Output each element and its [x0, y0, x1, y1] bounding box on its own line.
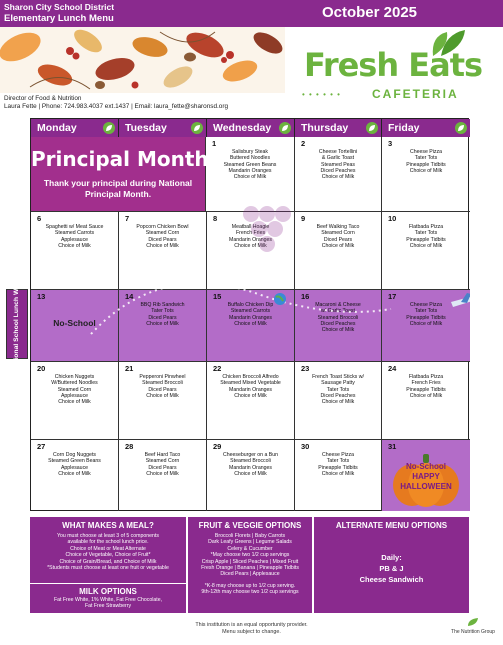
day-cell — [207, 440, 295, 511]
day-menu — [295, 149, 381, 180]
menu-item: Choice of Milk — [409, 392, 443, 399]
menu-item: Choice of Milk — [321, 470, 355, 477]
day-cell — [119, 362, 207, 440]
month-title: October 2025 — [321, 4, 417, 21]
menu-item: Applesauce — [60, 464, 89, 471]
national-school-lunch-week-label: National School Lunch Week — [6, 289, 28, 359]
meal-info-panel — [30, 517, 186, 583]
day-menu — [295, 302, 381, 333]
menu-item: Diced Pears — [323, 236, 353, 243]
menu-item: Diced Peaches — [320, 392, 356, 399]
day-menu — [295, 452, 381, 477]
day-cell — [119, 440, 207, 511]
menu-item: Cheeseburger on a Bun — [222, 452, 279, 458]
fruit-panel-body: Broccoli Florets | Baby Carrots Dark Leafy Greens | Legume Salads Celery & Cucumber *May choose two 1/2 cup servings Crisp Apple | Sliced Peaches | Mixed Fruit Fresh Orange | Banana | Pineapple Tidbits Diced Pears | Applesauce *K-8 may choose up to 1/2 cup serving. 9th-12th may choose two 1/2 cup servings — [201, 533, 299, 596]
day-cell — [31, 212, 119, 290]
day-number: 23 — [301, 364, 310, 373]
menu-item: Pineapple Tidbits — [406, 236, 446, 243]
menu-item: Choice of Milk — [234, 242, 267, 249]
day-number: 27 — [37, 442, 46, 451]
menu-item: Meatball Hoagie — [231, 224, 270, 230]
day-menu — [382, 149, 470, 174]
menu-item: Mandarin Oranges — [229, 314, 272, 321]
day-number: 30 — [301, 442, 310, 451]
day-menu — [207, 374, 294, 399]
day-menu — [382, 224, 470, 249]
weekday-thursday: Thursday — [295, 119, 382, 137]
menu-item: Flatbada Pizza — [408, 374, 444, 380]
day-cell — [295, 362, 382, 440]
day-menu — [382, 374, 470, 399]
menu-item: W/Buttered Noodles — [51, 380, 98, 387]
day-menu — [382, 302, 470, 327]
day-menu — [207, 302, 294, 327]
day-cell — [382, 362, 470, 440]
menu-item: Tater Tots — [326, 386, 350, 393]
day-number: 8 — [213, 214, 218, 223]
lunch-calendar — [30, 118, 469, 511]
day-menu — [31, 374, 118, 405]
menu-item: Steamed Carrots — [230, 308, 271, 315]
weekday-header-row — [31, 119, 470, 137]
day-number: 20 — [37, 364, 46, 373]
menu-item: Mandarin Oranges — [229, 464, 272, 471]
day-cell — [31, 290, 119, 362]
day-menu — [207, 452, 294, 477]
menu-item: Steamed Corn — [57, 386, 92, 393]
menu-item: Choice of Milk — [409, 320, 443, 327]
leaf-icon — [103, 122, 115, 134]
no-school-label: No-School — [53, 318, 96, 328]
district-name: Sharon City School District — [4, 2, 115, 12]
menu-item: Spaghetti w/ Meat Sauce — [45, 224, 104, 230]
leaf-icon — [191, 122, 203, 134]
menu-item: Choice of Milk — [234, 320, 267, 327]
day-cell — [207, 290, 295, 362]
director-contact: Laura Fette | Phone: 724.983.4037 ext.1437 | Email: laura_fette@sharonsd.org — [4, 103, 229, 110]
milk-panel-title: MILK OPTIONS — [79, 587, 137, 596]
meal-panel-body: You must choose at least 3 of 5 components available for the school lunch price. Choice of Meat or Meat Alternate Choice of Vegetable, Choice of Fruit* Choice of Grain/Bread, and Choice of Milk *Students must choose at least one fruit or vegetable — [47, 533, 169, 572]
day-number: 15 — [213, 292, 222, 301]
logo-tagline: CAFETERIA — [372, 87, 459, 101]
day-number: 13 — [37, 292, 46, 301]
day-number: 16 — [301, 292, 310, 301]
menu-item: Diced Pears — [148, 314, 177, 321]
day-number: 17 — [388, 292, 397, 301]
menu-item: Choice of Milk — [234, 392, 267, 399]
menu-item: Steamed Broccoli — [317, 314, 359, 321]
menu-item: Steamed Corn — [145, 230, 180, 237]
menu-item: Chicken Nuggets — [54, 374, 95, 380]
day-number: 2 — [301, 139, 306, 148]
day-menu — [206, 149, 294, 180]
day-number: 31 — [388, 442, 397, 451]
menu-item: Salisbury Steak — [231, 149, 269, 155]
meal-panel-title: WHAT MAKES A MEAL? — [62, 521, 154, 530]
menu-item: Beef Walking Taco — [316, 224, 360, 230]
day-menu — [119, 374, 206, 399]
menu-item: Choice of Milk — [146, 470, 179, 477]
menu-item: Macaroni & Cheese — [315, 302, 361, 308]
menu-item: Tater Tots — [414, 308, 438, 315]
day-cell — [119, 212, 207, 290]
menu-item: & Garlic Toast — [321, 155, 355, 162]
day-cell — [382, 212, 470, 290]
menu-item: Choice of Milk — [58, 399, 91, 406]
menu-item: Diced Peaches — [320, 320, 356, 327]
menu-item: Tater Tots — [326, 458, 350, 465]
menu-item: BBQ Rib Sandwich — [140, 302, 185, 308]
principal-month-title: Principal Month — [31, 147, 209, 171]
day-cell — [31, 362, 119, 440]
weekday-wednesday: Wednesday — [207, 119, 295, 137]
menu-item: Choice of Milk — [409, 242, 443, 249]
day-cell — [382, 290, 470, 362]
menu-item: Cheese Tortellini — [318, 149, 358, 155]
principal-month-banner — [31, 137, 209, 212]
milk-options-panel — [30, 583, 186, 613]
day-cell — [206, 137, 295, 212]
day-menu — [295, 374, 381, 405]
menu-item: Buffalo Chicken Dip — [227, 302, 274, 308]
day-cell — [119, 290, 207, 362]
leaf-icon — [366, 122, 378, 134]
menu-item: Choice of Milk — [233, 174, 267, 181]
day-cell — [382, 440, 470, 511]
leaf-icon — [455, 122, 467, 134]
menu-item: Steamed Broccoli — [142, 380, 183, 387]
day-number: 9 — [301, 214, 306, 223]
fresh-eats-logo — [296, 28, 496, 106]
leaf-icon — [279, 122, 291, 134]
menu-item: Mandarin Oranges — [228, 167, 272, 174]
menu-item: Diced Pears — [148, 386, 177, 393]
menu-item: Flatbada Pizza — [408, 224, 444, 230]
header-titles — [4, 2, 114, 24]
footer-notice: This institution is an equal opportunity provider. Menu subject to change. — [195, 622, 308, 635]
menu-item: Choice of Milk — [58, 470, 91, 477]
menu-item: Choice of Milk — [409, 167, 443, 174]
day-menu — [119, 224, 206, 249]
menu-item: Diced Peaches — [320, 167, 356, 174]
day-menu — [31, 452, 118, 477]
menu-item: Pineapple Tidbits — [406, 314, 446, 321]
weekday-tuesday: Tuesday — [119, 119, 207, 137]
menu-item: Chicken Broccoli Alfredo — [222, 374, 279, 380]
day-number: 22 — [213, 364, 222, 373]
day-menu — [31, 224, 118, 249]
menu-item: Choice of Milk — [321, 174, 355, 181]
director-info — [4, 95, 228, 111]
menu-item: Pineapple Tidbits — [406, 386, 446, 393]
day-menu — [119, 452, 206, 477]
menu-title: Elementary Lunch Menu — [4, 13, 114, 24]
menu-item: French Toast Sticks w/ — [312, 374, 364, 380]
day-number: 7 — [125, 214, 130, 223]
alt-panel-title: ALTERNATE MENU OPTIONS — [335, 521, 448, 530]
day-number: 14 — [125, 292, 134, 301]
day-number: 6 — [37, 214, 42, 223]
menu-item: French Fries — [235, 230, 266, 237]
menu-item: Choice of Milk — [321, 399, 355, 406]
menu-item: Choice of Milk — [58, 242, 91, 249]
menu-item: Sausage Patty — [321, 380, 355, 387]
menu-item: Diced Pears — [148, 464, 177, 471]
menu-item: Cheese Pizza — [409, 149, 442, 155]
day-number: 10 — [388, 214, 397, 223]
nutrition-group-leaf-icon — [466, 617, 480, 627]
milk-panel-body: Fat Free White, 1% White, Fat Free Chocolate, Fat Free Strawberry — [53, 597, 163, 610]
logo-brand-text: Fresh Eats — [304, 46, 483, 84]
menu-item: Mandarin Oranges — [229, 236, 272, 243]
menu-item: Tater Tots — [414, 230, 438, 237]
menu-item: Choice of Milk — [234, 470, 267, 477]
alt-panel-body: Daily: PB & J Cheese Sandwich — [359, 553, 424, 584]
menu-item: Steamed Corn — [145, 458, 180, 465]
day-cell — [295, 440, 382, 511]
menu-item: Choice of Milk — [146, 392, 179, 399]
menu-item: Choice of Milk — [321, 327, 355, 334]
menu-item: Beef Hard Taco — [144, 452, 181, 458]
day-menu — [119, 302, 206, 327]
menu-item: Pineapple Tidbits — [406, 161, 446, 168]
principal-month-text: Thank your principal during National Principal Month. — [43, 178, 193, 199]
alternate-menu-panel — [314, 517, 469, 613]
menu-item: Pepperoni Pinwheel — [139, 374, 186, 380]
menu-item: Mandarin Oranges — [229, 386, 272, 393]
menu-item: Cheese Pizza — [321, 452, 354, 458]
autumn-leaves-illustration — [0, 27, 285, 93]
menu-item: Applesauce — [60, 236, 89, 243]
menu-item: Buttered Noodles — [229, 155, 271, 162]
day-menu — [295, 224, 381, 249]
nutrition-group-logo: The Nutrition Group — [451, 617, 495, 639]
menu-item: Steamed Green Beans — [223, 161, 277, 168]
day-cell — [207, 362, 295, 440]
menu-item: Steamed Peas — [320, 161, 356, 168]
day-number: 28 — [125, 442, 134, 451]
menu-item: Tater Tots — [414, 155, 438, 162]
day-number: 29 — [213, 442, 222, 451]
menu-item: Corn Dog Nuggets — [53, 452, 96, 458]
menu-item: Applesauce — [60, 392, 89, 399]
menu-item: Steamed Broccoli — [230, 458, 271, 465]
weekday-friday: Friday — [382, 119, 470, 137]
logo-dots-left: • • • • • • — [302, 90, 341, 99]
day-cell — [382, 137, 470, 212]
menu-item: Choice of Milk — [146, 242, 179, 249]
menu-item: Diced Pears — [148, 236, 177, 243]
day-cell — [31, 440, 119, 511]
menu-item: Pineapple Tidbits — [318, 464, 358, 471]
menu-item: w/ Garlic Toast — [321, 308, 355, 315]
day-number: 24 — [388, 364, 397, 373]
weekday-monday: Monday — [31, 119, 119, 137]
menu-item: Choice of Milk — [321, 242, 355, 249]
day-number: 1 — [212, 139, 217, 148]
day-menu — [207, 224, 294, 249]
menu-item: Popcorn Chicken Bowl — [136, 224, 189, 230]
menu-item: Steamed Carrots — [54, 230, 95, 237]
day-number: 21 — [125, 364, 134, 373]
menu-item: Steamed Corn — [321, 230, 355, 237]
day-cell — [207, 212, 295, 290]
menu-item: Steamed Mixed Vegetable — [220, 380, 281, 387]
day-number: 3 — [388, 139, 393, 148]
menu-item: Cheese Pizza — [409, 302, 442, 308]
halloween-message: No-School HAPPY HALLOWEEN — [400, 462, 452, 491]
day-cell — [295, 137, 382, 212]
menu-item: Steamed Green Beans — [48, 458, 101, 465]
menu-item: Tater Tots — [151, 308, 174, 315]
day-cell — [295, 212, 382, 290]
menu-item: Choice of Milk — [146, 320, 179, 327]
fruit-panel-title: FRUIT & VEGGIE OPTIONS — [198, 521, 302, 530]
fruit-veggie-panel — [188, 517, 312, 613]
director-title: Director of Food & Nutrition — [4, 95, 82, 102]
day-cell — [295, 290, 382, 362]
menu-item: French Fries — [411, 380, 441, 387]
